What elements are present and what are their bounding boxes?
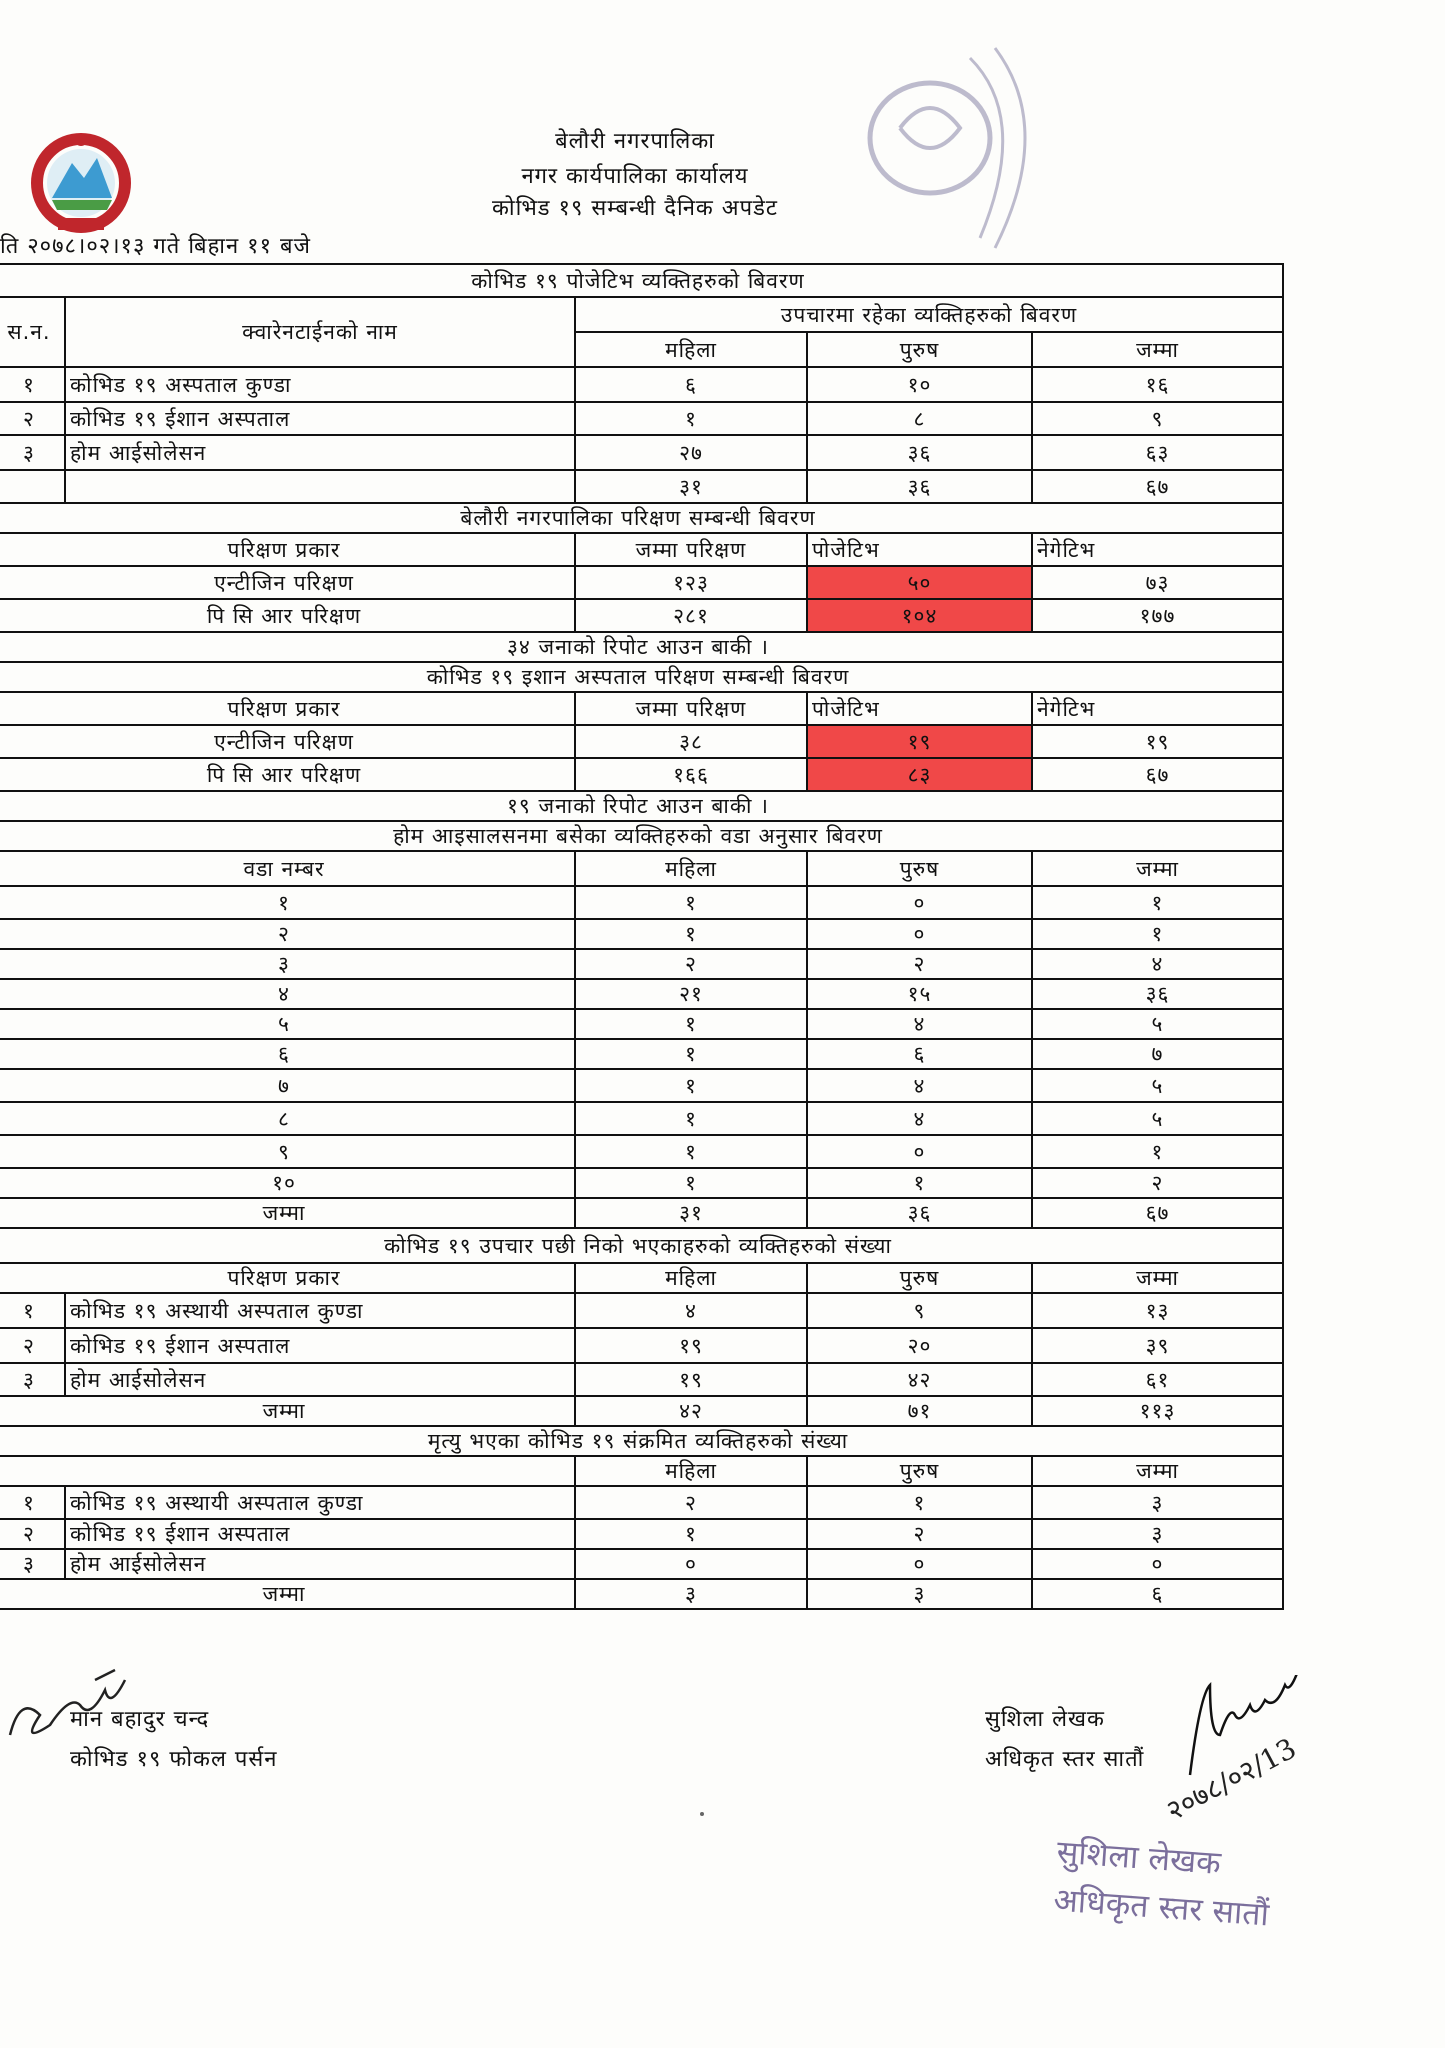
col-male: पुरुष [807, 1456, 1032, 1486]
cell-name: कोभिड १९ ईशान अस्पताल [65, 1328, 575, 1363]
cell-female: ० [575, 1549, 807, 1579]
document-title: कोभिड १९ सम्बन्धी दैनिक अपडेट [492, 196, 778, 221]
total-row [0, 1198, 1283, 1228]
cell-male: ४ [807, 1069, 1032, 1102]
cell-sn: ३ [0, 1549, 65, 1579]
cell-negative: १७७ [1032, 599, 1283, 632]
cell-total-tests: १२३ [575, 566, 807, 599]
cell-female: १ [575, 886, 807, 919]
cell-negative: ७३ [1032, 566, 1283, 599]
cell-sn: २ [0, 1519, 65, 1549]
cell-female: ६ [575, 367, 807, 402]
cell-name: कोभिड १९ अस्थायी अस्पताल कुण्डा [65, 1293, 575, 1328]
cell-male: १ [807, 1168, 1032, 1198]
col-negative: नेगेटिभ [1032, 533, 1283, 566]
empty-cell [0, 1456, 575, 1486]
table-row [0, 599, 1283, 632]
cell-total: १ [1032, 886, 1283, 919]
col-total: जम्मा [1032, 1263, 1283, 1293]
table-row [0, 1363, 1283, 1396]
signatory-left-title: कोभिड १९ फोकल पर्सन [70, 1747, 278, 1772]
cell-ward: ६ [0, 1039, 575, 1069]
total-female: ३१ [575, 1198, 807, 1228]
deaths-title: मृत्यु भएका कोभिड १९ संक्रमित व्यक्तिहरुको संख्या [0, 1426, 1283, 1456]
table-row [0, 886, 1283, 919]
office-name: नगर कार्यपालिका कार्यालय [521, 164, 749, 189]
cell-total: १ [1032, 919, 1283, 949]
table-row [0, 1486, 1283, 1519]
cell-male: १० [807, 367, 1032, 402]
cell-name: होम आईसोलेसन [65, 1549, 575, 1579]
table-row [0, 1293, 1283, 1328]
belauri-pending-note: ३४ जनाको रिपोट आउन बाकी । [0, 632, 1283, 662]
col-male: पुरुष [807, 332, 1032, 367]
col-total: जम्मा [1032, 851, 1283, 886]
total-all: ६७ [1032, 1198, 1283, 1228]
cell-name: कोभिड १९ ईशान अस्पताल [65, 1519, 575, 1549]
cell-male: ० [807, 1549, 1032, 1579]
cell-male: २ [807, 949, 1032, 979]
cell-name: कोभिड १९ अस्थायी अस्पताल कुण्डा [65, 1486, 575, 1519]
table-row [0, 402, 1283, 435]
covid-report-table [0, 263, 1284, 1610]
signatory-left-name: मान बहादुर चन्द [70, 1707, 210, 1732]
cell-total: ५ [1032, 1069, 1283, 1102]
cell-total: ५ [1032, 1102, 1283, 1135]
col-female: महिला [575, 1456, 807, 1486]
total-row [0, 470, 1283, 503]
cell-male: ९ [807, 1293, 1032, 1328]
col-female: महिला [575, 1263, 807, 1293]
date-line: ति २०७८।०२।१३ गते बिहान ११ बजे [0, 234, 311, 259]
cell-male: ४२ [807, 1363, 1032, 1396]
col-total-tests: जम्मा परिक्षण [575, 533, 807, 566]
cell-ward: ८ [0, 1102, 575, 1135]
cell-name: कोभिड १९ अस्पताल कुण्डा [65, 367, 575, 402]
cell-female: १ [575, 1102, 807, 1135]
cell-male: ० [807, 886, 1032, 919]
table-row [0, 1328, 1283, 1363]
table-row [0, 725, 1283, 758]
cell-sn: २ [0, 402, 65, 435]
cell-female: १ [575, 1009, 807, 1039]
cell-female: २ [575, 1486, 807, 1519]
cell-total: ६३ [1032, 435, 1283, 470]
ishan-pending-note: १९ जनाको रिपोट आउन बाकी । [0, 791, 1283, 821]
table-row [0, 1168, 1283, 1198]
cell-female: ४ [575, 1293, 807, 1328]
cell-total: १ [1032, 1135, 1283, 1168]
stamp-title: अधिकृत स्तर सातौं [1052, 1880, 1271, 1934]
cell-ward: १ [0, 886, 575, 919]
cell-male: ४ [807, 1009, 1032, 1039]
cell-sn: २ [0, 1328, 65, 1363]
table-row [0, 949, 1283, 979]
col-female: महिला [575, 851, 807, 886]
cell-positive: ५० [807, 566, 1032, 599]
signatory-left [70, 1700, 277, 1780]
col-total-tests: जम्मा परिक्षण [575, 692, 807, 725]
table-row [0, 758, 1283, 791]
cell-sn: १ [0, 1293, 65, 1328]
total-all: ११३ [1032, 1396, 1283, 1426]
cell-sn: १ [0, 1486, 65, 1519]
total-female: ३१ [575, 470, 807, 503]
signatory-right-name: सुशिला लेखक [985, 1707, 1105, 1732]
cell-positive: १०४ [807, 599, 1032, 632]
belauri-test-title: बेलौरी नगरपालिका परिक्षण सम्बन्धी बिवरण [0, 503, 1283, 533]
cell-total: ९ [1032, 402, 1283, 435]
col-positive: पोजेटिभ [807, 692, 1032, 725]
table-row [0, 919, 1283, 949]
cell-positive: १९ [807, 725, 1032, 758]
table-row [0, 1039, 1283, 1069]
cell-total-tests: २८१ [575, 599, 807, 632]
cell-total: १६ [1032, 367, 1283, 402]
cell-positive: ८३ [807, 758, 1032, 791]
col-total: जम्मा [1032, 332, 1283, 367]
table-row [0, 1135, 1283, 1168]
cell-sn: १ [0, 367, 65, 402]
cell-total: ३ [1032, 1519, 1283, 1549]
cell-female: १ [575, 1135, 807, 1168]
cell-test-type: एन्टीजिन परिक्षण [0, 566, 575, 599]
table-row [0, 367, 1283, 402]
signatory-right [985, 1700, 1144, 1780]
positive-title: कोभिड १९ पोजेटिभ व्यक्तिहरुको बिवरण [0, 264, 1283, 297]
cell-total: ५ [1032, 1009, 1283, 1039]
cell-total-tests: १६६ [575, 758, 807, 791]
handwritten-date: २०७८/०२/13 [1160, 1731, 1302, 1828]
col-ward: वडा नम्बर [0, 851, 575, 886]
cell-female: १ [575, 1039, 807, 1069]
total-row [0, 1396, 1283, 1426]
officer-stamp [1052, 1828, 1274, 1939]
col-sn: स.न. [0, 297, 65, 367]
total-all: ६७ [1032, 470, 1283, 503]
cell-sn: ३ [0, 1363, 65, 1396]
total-label: जम्मा [0, 1396, 575, 1426]
total-label: जम्मा [0, 1198, 575, 1228]
cell-male: १५ [807, 979, 1032, 1009]
col-quarantine-name: क्वारेनटाईनको नाम [65, 297, 575, 367]
cell-test-type: एन्टीजिन परिक्षण [0, 725, 575, 758]
cell-female: २७ [575, 435, 807, 470]
col-male: पुरुष [807, 851, 1032, 886]
cell-female: १ [575, 1519, 807, 1549]
total-male: ३६ [807, 470, 1032, 503]
cell-ward: २ [0, 919, 575, 949]
table-row [0, 1069, 1283, 1102]
cell-negative: १९ [1032, 725, 1283, 758]
col-treatment-group: उपचारमा रहेका व्यक्तिहरुको बिवरण [575, 297, 1283, 332]
cell-male: ० [807, 1135, 1032, 1168]
cell-total: ० [1032, 1549, 1283, 1579]
cell-name: कोभिड १९ ईशान अस्पताल [65, 402, 575, 435]
col-negative: नेगेटिभ [1032, 692, 1283, 725]
cell-name: होम आईसोलेसन [65, 1363, 575, 1396]
cell-total: ३९ [1032, 1328, 1283, 1363]
cell-total-tests: ३८ [575, 725, 807, 758]
total-female: ३ [575, 1579, 807, 1609]
col-test-type: परिक्षण प्रकार [0, 533, 575, 566]
cell-female: १९ [575, 1328, 807, 1363]
table-row [0, 435, 1283, 470]
col-female: महिला [575, 332, 807, 367]
empty-cell [65, 470, 575, 503]
cell-test-type: पि सि आर परिक्षण [0, 599, 575, 632]
table-row [0, 979, 1283, 1009]
cell-female: १९ [575, 1363, 807, 1396]
cell-ward: १० [0, 1168, 575, 1198]
cell-male: ३६ [807, 435, 1032, 470]
cell-total: ४ [1032, 949, 1283, 979]
cell-female: १ [575, 919, 807, 949]
cell-female: २१ [575, 979, 807, 1009]
cell-female: १ [575, 1069, 807, 1102]
cell-name: होम आईसोलेसन [65, 435, 575, 470]
cell-total: २ [1032, 1168, 1283, 1198]
municipality-name: बेलौरी नगरपालिका [555, 129, 715, 154]
empty-cell [0, 470, 65, 503]
col-test-type: परिक्षण प्रकार [0, 692, 575, 725]
cell-total: ३६ [1032, 979, 1283, 1009]
stamp-name: सुशिला लेखक [1055, 1832, 1223, 1882]
total-male: ३६ [807, 1198, 1032, 1228]
cell-sn: ३ [0, 435, 65, 470]
cell-male: ८ [807, 402, 1032, 435]
recovered-title: कोभिड १९ उपचार पछी निको भएकाहरुको व्यक्तिहरुको संख्या [0, 1228, 1283, 1263]
total-label: जम्मा [0, 1579, 575, 1609]
total-male: ७१ [807, 1396, 1032, 1426]
table-row [0, 1102, 1283, 1135]
col-test-type: परिक्षण प्रकार [0, 1263, 575, 1293]
cell-total: ७ [1032, 1039, 1283, 1069]
cell-ward: ९ [0, 1135, 575, 1168]
cell-female: १ [575, 402, 807, 435]
cell-ward: ७ [0, 1069, 575, 1102]
speck [700, 1812, 704, 1816]
ward-title: होम आइसालसनमा बसेका व्यक्तिहरुको वडा अनुसार बिवरण [0, 821, 1283, 851]
cell-female: २ [575, 949, 807, 979]
cell-test-type: पि सि आर परिक्षण [0, 758, 575, 791]
cell-negative: ६७ [1032, 758, 1283, 791]
cell-ward: ३ [0, 949, 575, 979]
cell-female: १ [575, 1168, 807, 1198]
total-female: ४२ [575, 1396, 807, 1426]
cell-ward: ४ [0, 979, 575, 1009]
cell-total: ६१ [1032, 1363, 1283, 1396]
cell-male: ० [807, 919, 1032, 949]
col-positive: पोजेटिभ [807, 533, 1032, 566]
cell-male: २ [807, 1519, 1032, 1549]
cell-male: २० [807, 1328, 1032, 1363]
table-row [0, 1549, 1283, 1579]
cell-total: ३ [1032, 1486, 1283, 1519]
table-row [0, 1009, 1283, 1039]
col-total: जम्मा [1032, 1456, 1283, 1486]
ishan-test-title: कोभिड १९ इशान अस्पताल परिक्षण सम्बन्धी बिवरण [0, 662, 1283, 692]
total-all: ६ [1032, 1579, 1283, 1609]
cell-ward: ५ [0, 1009, 575, 1039]
cell-male: ६ [807, 1039, 1032, 1069]
cell-total: १३ [1032, 1293, 1283, 1328]
table-row [0, 1519, 1283, 1549]
table-row [0, 566, 1283, 599]
cell-male: ४ [807, 1102, 1032, 1135]
col-male: पुरुष [807, 1263, 1032, 1293]
total-row [0, 1579, 1283, 1609]
signatory-right-title: अधिकृत स्तर सातौं [985, 1747, 1145, 1772]
cell-male: १ [807, 1486, 1032, 1519]
total-male: ३ [807, 1579, 1032, 1609]
